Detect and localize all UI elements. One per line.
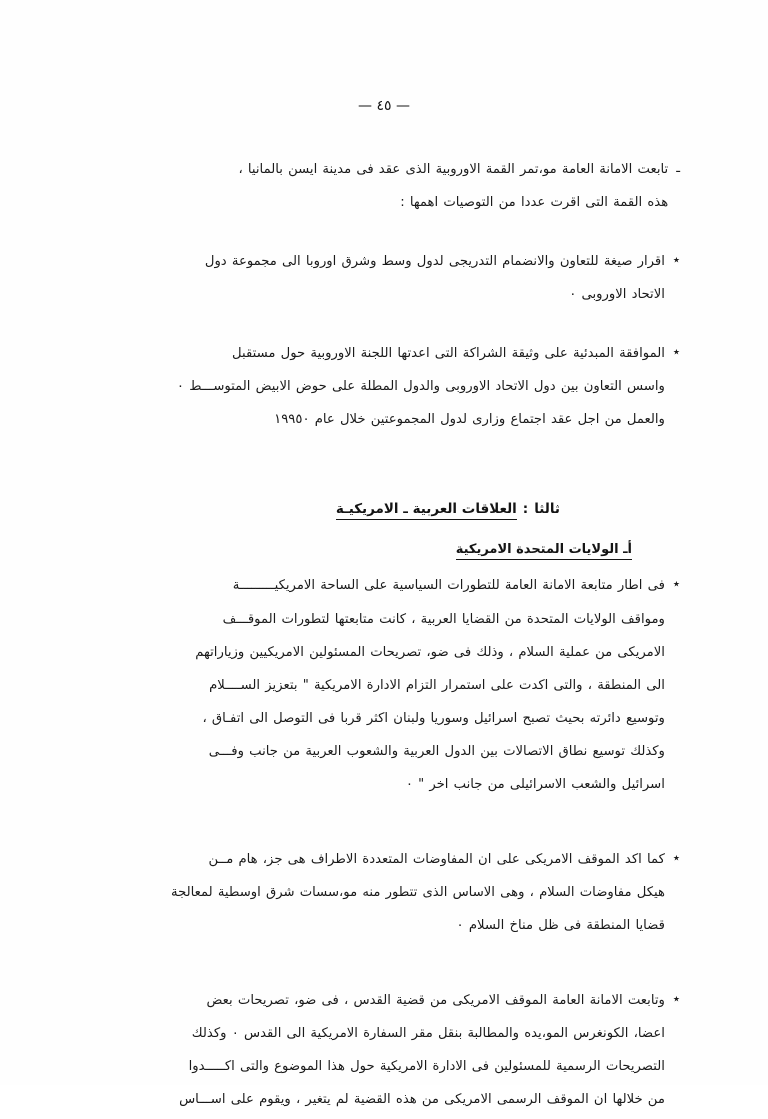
list-item: [88, 846, 680, 945]
paragraph-line: الموافقة المبدئية على وثيقة الشراكة التى اعدتها اللجنة الاوروبية حول مستقبل: [232, 346, 665, 362]
list-item: [88, 156, 680, 222]
list-item-body: [88, 846, 665, 945]
star-marker: ٭: [672, 850, 680, 866]
paragraph-line: اعضا، الكونغرس المو،يده والمطالبة بنقل مقر السفارة الامريكية الى القدس ٠ وكذلك: [191, 1026, 665, 1042]
list-item-body: [88, 572, 665, 803]
paragraph-line: الى المنطقة ، والتى اكدت على استمرار التزام الادارة الامريكية " بتعزيز الســــلام: [209, 677, 665, 693]
dash-marker: ـ: [676, 161, 680, 176]
list-item-body: [88, 156, 668, 222]
list-item-body: [88, 248, 665, 314]
list-item-body: [88, 987, 665, 1119]
list-item: [88, 248, 680, 314]
paragraph-line: تابعت الامانة العامة مو،تمر القمة الاوروبية الذى عقد فى مدينة ايسن بالمانيا ،: [238, 162, 669, 177]
subsection-title: أـ الولايات المتحدة الامريكية: [456, 542, 632, 560]
subsection-heading: [88, 542, 680, 560]
paragraph-line: والعمل من اجل عقد اجتماع وزارى لدول المجموعتين خلال عام ١٩٩٥٠: [274, 412, 665, 428]
paragraph-line: التصريحات الرسمية للمسئولين فى الادارة الامريكية حول هذا الموضوع والتى اكـــــدوا: [188, 1059, 665, 1075]
paragraph-line: الامريكى من عملية السلام ، وذلك فى ضو، تصريحات المسئولين الامريكيين وزياراتهم: [195, 644, 665, 660]
paragraph-line: فى اطار متابعة الامانة العامة للتطورات السياسية على الساحة الامريكيـــــــــة: [232, 578, 665, 594]
section-label: ثالثا: [534, 501, 560, 518]
list-item: [88, 340, 680, 439]
paragraph-line: ومواقف الولايات المتحدة من القضايا العربية ، كانت متابعتها لتطورات الموقـــف: [222, 611, 665, 627]
paragraph-line: اسرائيل والشعب الاسرائيلى من جانب اخر " ٠: [405, 776, 665, 792]
section-colon: :: [522, 501, 529, 518]
paragraph-line: وتوسيع دائرته بحيث تصبح اسرائيل وسوريا ولبنان اكثر قربا فى التوصل الى اتفـاق ،: [202, 710, 665, 726]
paragraph-line: وتابعت الامانة العامة الموقف الامريكى من قضية القدس ، فى ضو، تصريحات بعض: [206, 993, 665, 1009]
list-item-body: [88, 340, 665, 439]
star-marker: ٭: [672, 253, 680, 269]
star-marker: ٭: [672, 992, 680, 1008]
paragraph-line: من خلالها ان الموقف الرسمى الامريكى من هذه القضية لم يتغير ، ويقوم على اســـاس: [179, 1092, 665, 1108]
spacer: [88, 238, 680, 248]
list-item: [88, 572, 680, 803]
paragraph-line: قضايا المنطقة فى ظل مناخ السلام ٠: [456, 918, 665, 933]
spacer: [88, 961, 680, 987]
spacer: [88, 330, 680, 340]
spacer: [88, 455, 680, 501]
star-marker: ٭: [672, 345, 680, 361]
paragraph-line: هيكل مفاوضات السلام ، وهى الاساس الذى تتطور منه مو،سسات شرق اوسطية لمعالجة: [171, 884, 665, 900]
list-item: [88, 987, 680, 1119]
section-heading: [88, 501, 680, 520]
paragraph-line: واسس التعاون بين دول الاتحاد الاوروبى والدول المطلة على حوض الابيض المتوســـط ٠: [176, 379, 665, 395]
section-title: العلاقات العربية ـ الامريكيـة: [336, 501, 517, 520]
paragraph-line: كما اكد الموقف الامريكى على ان المفاوضات المتعددة الاطراف هى جز، هام مــن: [208, 851, 665, 867]
paragraph-line: وكذلك توسيع نطاق الاتصالات بين الدول العربية والشعوب العربية من جانب وفـــى: [208, 743, 665, 759]
paragraph-line: الاتحاد الاوروبى ٠: [569, 287, 665, 303]
document-body: [88, 114, 680, 1119]
paragraph-line: هذه القمة التى اقرت عددا من التوصيات اهمها :: [400, 195, 669, 211]
spacer: [88, 820, 680, 846]
page-number: — ٤٥ —: [358, 98, 410, 114]
star-marker: ٭: [672, 577, 680, 593]
paragraph-line: اقرار صيغة للتعاون والانضمام التدريجى لدول وسط وشرق اوروبا الى مجموعة دول: [204, 254, 665, 270]
